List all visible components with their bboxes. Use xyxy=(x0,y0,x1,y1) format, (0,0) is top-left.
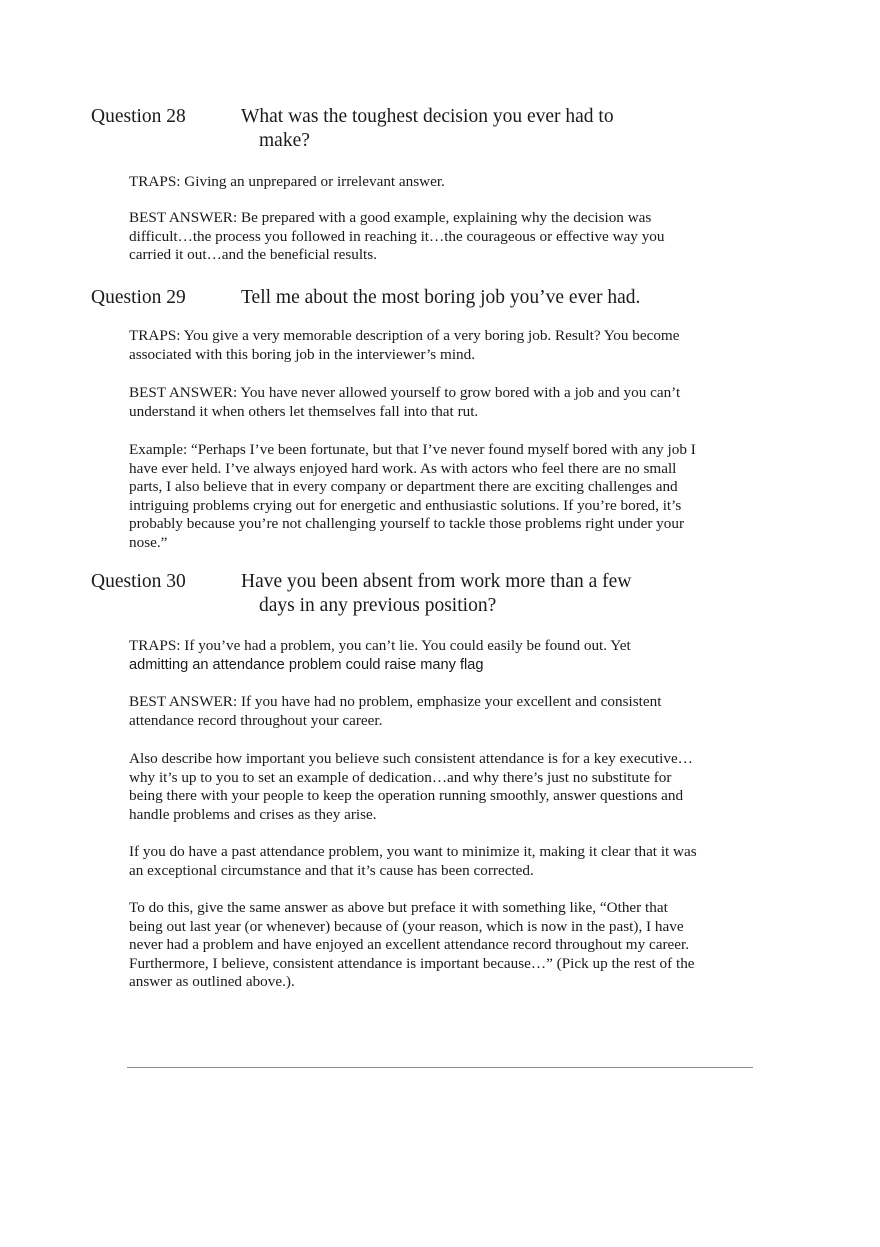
question-title-line: make? xyxy=(259,130,310,151)
example-paragraph: Example: “Perhaps I’ve been fortunate, but that I’ve never found myself bored with any job I have ever held. I’ve always enjoyed hard work. As with actors who feel there are no small parts, I also believe that in every company or department there are exciting challenges and intriguing problems crying out for energetic and enthusiastic solutions. If you’re bored, it’s probably because you’re not challenging yourself to tackle those problems right under your nose.” xyxy=(129,441,696,551)
best-answer-paragraph: BEST ANSWER: If you have had no problem, emphasize your excellent and consistent attendance record throughout your career. xyxy=(129,693,662,729)
question-title xyxy=(241,286,640,310)
body-paragraph: To do this, give the same answer as above but preface it with something like, “Other that being out last year (or whenever) because of (your reason, which is now in the past), I have never had a problem and have enjoyed an excellent attendance record throughout my career. Furthermore, I believe, consistent attendance is important because…” (Pick up the rest of the answer as outlined above.). xyxy=(129,899,695,991)
best-answer-paragraph: BEST ANSWER: You have never allowed yourself to grow bored with a job and you can’t understand it when others let themselves fall into that rut. xyxy=(129,384,681,420)
traps-line: admitting an attendance problem could raise many flag xyxy=(129,656,484,673)
question-number: Question 30 xyxy=(91,571,186,592)
question-title-line: days in any previous position? xyxy=(259,595,497,616)
footer-divider xyxy=(127,1067,753,1068)
traps-paragraph xyxy=(129,637,704,674)
question-title-line: Have you been absent from work more than a few xyxy=(241,571,632,592)
body-paragraph: Also describe how important you believe such consistent attendance is for a key executive…why it’s up to you to set an example of dedication…and why there’s just no substitute for being there with your people to keep the operation running smoothly, answer questions and handle problems and crises as they arise. xyxy=(129,750,693,823)
question-title xyxy=(241,570,631,618)
body-paragraph: If you do have a past attendance problem, you want to minimize it, making it clear that it was an exceptional circumstance and that it’s cause has been corrected. xyxy=(129,843,697,879)
traps-paragraph: TRAPS: You give a very memorable description of a very boring job. Result? You become associated with this boring job in the interviewer’s mind. xyxy=(129,327,680,363)
question-number: Question 29 xyxy=(91,287,186,308)
question-title-line: What was the toughest decision you ever had to xyxy=(241,106,614,127)
traps-line: TRAPS: If you’ve had a problem, you can’t lie. You could easily be found out. Yet xyxy=(129,637,631,654)
question-number: Question 28 xyxy=(91,106,186,127)
best-answer-paragraph: BEST ANSWER: Be prepared with a good example, explaining why the decision was difficult…the process you followed in reaching it…the courageous or effective way you carried it out…and the beneficial results. xyxy=(129,209,665,264)
traps-paragraph: TRAPS: Giving an unprepared or irrelevant answer. xyxy=(129,173,445,190)
question-title-line: Tell me about the most boring job you’ve ever had. xyxy=(241,287,641,308)
question-title xyxy=(241,105,614,153)
